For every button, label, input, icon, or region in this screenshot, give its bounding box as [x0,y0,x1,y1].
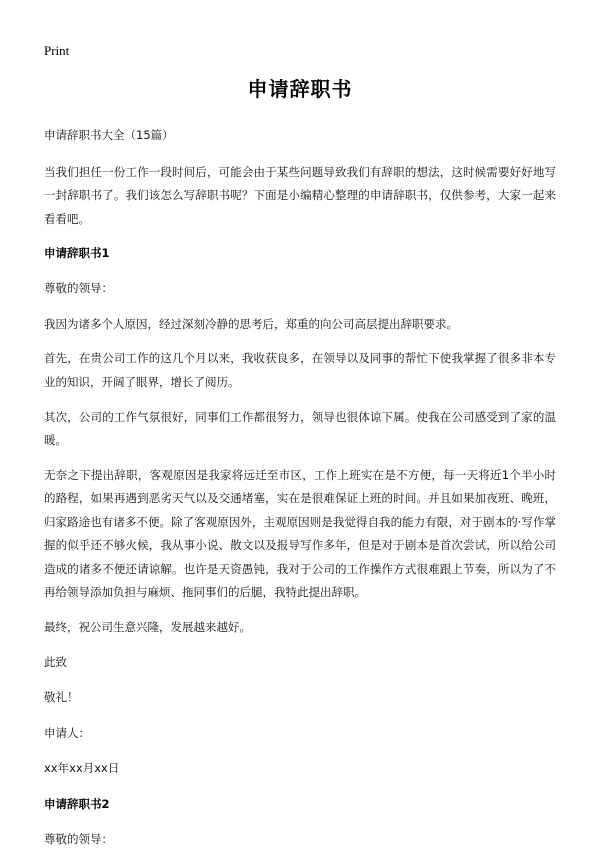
paragraph: 申请辞职书大全（15篇） [44,128,174,142]
paragraph: 其次，公司的工作气氛很好，同事们工作都很努力，领导也很体谅下属。使我在公司感受到了家的温暖。 [44,409,556,448]
paragraph: 此致 [44,654,67,669]
paragraph: 无奈之下提出辞职，客观原因是我家将远迁至市区，工作上班实在是不方便，每一天将近1个半小时的路程，如果再遇到恶劣天气以及交通堵塞，实在是很难保证上班的时间。并且如果加夜班、晚班，归家路途也有诸多不便。除了客观原因外，主观原因则是我觉得自我的能力有限，对于剧本的·写作掌握的似乎还不够火候，我从事小说、散文以及报导写作多年，但是对于剧本是首次尝试，所以给公司造成的诸多不便还请谅解。也许是天资愚钝，我对于公司的工作操作方式很难跟上节奏，所以为了不再给领导添加负担与麻烦、拖同事们的后腿，我特此提出辞职。 [44,467,556,600]
paragraph: 尊敬的领导： [44,281,113,296]
paragraph: 敬礼！ [44,690,79,705]
paragraph: 申请人： [44,725,90,740]
section-heading: 申请辞职书1 [44,246,110,261]
paragraph-list [44,124,556,851]
paragraph: 我因为诸多个人原因，经过深刻冷静的思考后，郑重的向公司高层提出辞职要求。 [44,316,458,331]
section-heading: 申请辞职书2 [44,796,110,811]
document-body [44,76,556,863]
page-title: 申请辞职书 [247,77,353,101]
paragraph: 首先，在贵公司工作的这几个月以来，我收获良多，在领导以及同事的帮忙下使我掌握了很多非本专业的知识，开阔了眼界，增长了阅历。 [44,351,556,389]
paragraph: 最终，祝公司生意兴隆，发展越来越好。 [44,620,251,634]
paragraph: xx年xx月xx日 [44,761,120,776]
print-button[interactable]: Print [44,43,70,58]
paragraph: 当我们担任一份工作一段时间后，可能会由于某些问题导致我们有辞职的想法，这时候需要好好地写一封辞职书了。我们该怎么写辞职书呢？下面是小编精心整理的申请辞职书，仅供参考，大家一起来看看吧。 [44,164,556,226]
paragraph: 尊敬的领导： [44,831,113,846]
